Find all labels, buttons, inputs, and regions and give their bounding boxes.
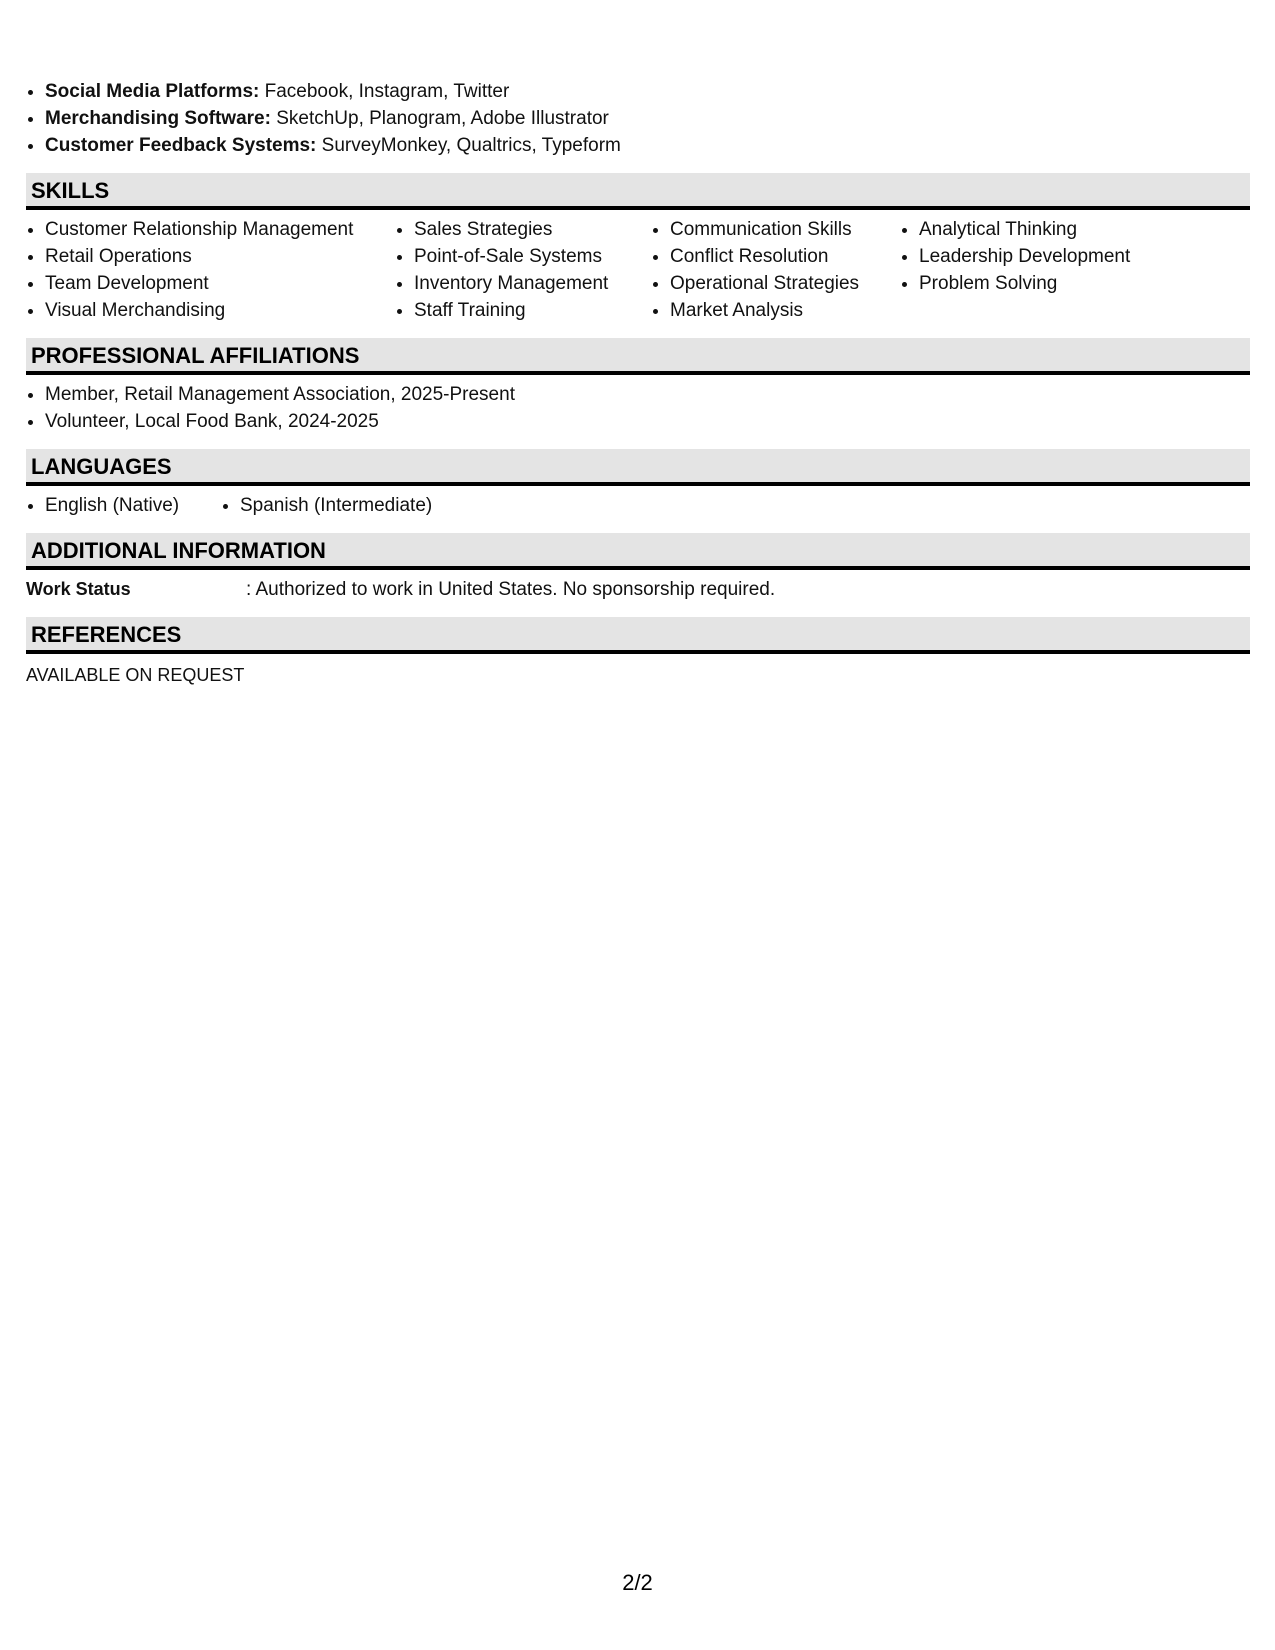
tool-value: Facebook, Instagram, Twitter xyxy=(259,81,510,102)
tool-value: SurveyMonkey, Qualtrics, Typeform xyxy=(316,135,621,156)
tool-label: Customer Feedback Systems: xyxy=(45,135,317,156)
skill-item: • Customer Relationship Management xyxy=(45,216,395,243)
language-item: • Spanish (Intermediate) xyxy=(240,492,432,519)
list-item: • Volunteer, Local Food Bank, 2024-2025 xyxy=(45,408,1250,435)
list-item xyxy=(45,132,1250,159)
work-status-value: : Authorized to work in United States. No sponsorship required. xyxy=(246,579,776,600)
skills-column xyxy=(26,216,395,324)
languages-list xyxy=(26,492,221,519)
languages-row xyxy=(26,486,1250,519)
skill-item: • Leadership Development xyxy=(919,243,1179,270)
tool-label: Merchandising Software: xyxy=(45,108,271,129)
skills-grid xyxy=(26,210,1250,324)
skill-item: • Communication Skills xyxy=(670,216,900,243)
page-number: 2/2 xyxy=(622,1570,653,1595)
section-title: SKILLS xyxy=(31,178,110,203)
section-header-languages xyxy=(26,449,1250,486)
skill-item: • Retail Operations xyxy=(45,243,395,270)
section-header-skills xyxy=(26,173,1250,210)
references-text: AVAILABLE ON REQUEST xyxy=(26,665,245,685)
resume-page xyxy=(26,78,1250,689)
list-item xyxy=(45,105,1250,132)
section-title: LANGUAGES xyxy=(31,454,172,479)
section-header-references xyxy=(26,617,1250,654)
skill-item: • Market Analysis xyxy=(670,297,900,324)
affiliations-body xyxy=(26,375,1250,435)
languages-list xyxy=(221,492,432,519)
section-title: PROFESSIONAL AFFILIATIONS xyxy=(31,343,360,368)
language-item: • English (Native) xyxy=(45,492,221,519)
skill-item: • Point-of-Sale Systems xyxy=(414,243,651,270)
skill-item: • Analytical Thinking xyxy=(919,216,1179,243)
skills-column xyxy=(900,216,1179,324)
skill-item: • Operational Strategies xyxy=(670,270,900,297)
tools-list xyxy=(26,78,1250,159)
affiliations-list xyxy=(26,381,1250,435)
skill-item: • Conflict Resolution xyxy=(670,243,900,270)
skill-item: • Visual Merchandising xyxy=(45,297,395,324)
work-status-label: Work Status xyxy=(26,579,131,599)
skill-item: • Team Development xyxy=(45,270,395,297)
skill-item: • Inventory Management xyxy=(414,270,651,297)
skills-column xyxy=(395,216,651,324)
list-item xyxy=(45,78,1250,105)
section-header-additional-info xyxy=(26,533,1250,570)
skill-item: • Problem Solving xyxy=(919,270,1179,297)
skills-column xyxy=(651,216,900,324)
skill-item: • Sales Strategies xyxy=(414,216,651,243)
list-item: • Member, Retail Management Association, 2025-Present xyxy=(45,381,1250,408)
tool-label: Social Media Platforms: xyxy=(45,81,260,102)
tool-value: SketchUp, Planogram, Adobe Illustrator xyxy=(270,108,609,129)
work-status-row xyxy=(26,570,1250,603)
section-title: REFERENCES xyxy=(31,622,182,647)
skill-item: • Staff Training xyxy=(414,297,651,324)
section-title: ADDITIONAL INFORMATION xyxy=(31,538,326,563)
section-header-affiliations xyxy=(26,338,1250,375)
